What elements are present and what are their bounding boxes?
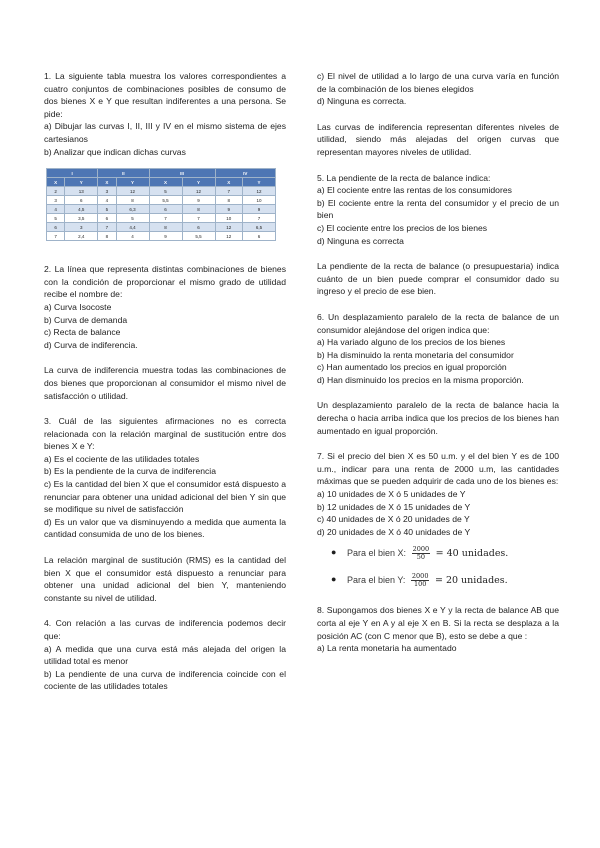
table-group-header: II <box>98 169 149 178</box>
table-cell: 8 <box>98 232 116 241</box>
table-cell: 12 <box>182 187 215 196</box>
question-3-option-b: b) Es la pendiente de la curva de indiferencia <box>44 466 216 477</box>
question-3-prompt: 3. Cuál de las siguientes afirmaciones no es correcta relacionada con la relación marginal de sustitución entre dos bienes X e Y: <box>44 416 286 452</box>
table-cell: 7 <box>47 232 65 241</box>
solution-x-fraction <box>412 546 431 561</box>
solution-y <box>331 573 559 588</box>
solution-x-label: Para el bien X: <box>347 548 407 559</box>
question-8-option-a: a) La renta monetaria ha aumentado <box>317 643 457 654</box>
table-cell: 5,5 <box>182 232 215 241</box>
table-cell: 6 <box>149 205 182 214</box>
question-4-option-d: d) Ninguna es correcta. <box>317 96 407 107</box>
table-cell: 6 <box>65 196 98 205</box>
question-2-option-c: c) Recta de balance <box>44 327 121 338</box>
table-row <box>47 205 276 214</box>
answer-3-text: La relación marginal de sustitución (RMS) es la cantidad del bien X que el consumidor está dispuesto a renunciar para obtener una unidad adicional del bien Y, manteniendo constante su nivel de utilidad. <box>44 555 286 603</box>
question-7-option-a: a) 10 unidades de X ó 5 unidades de Y <box>317 489 466 500</box>
table-cell: 5 <box>149 187 182 196</box>
table-cell: 2,4 <box>65 232 98 241</box>
question-3 <box>44 415 286 541</box>
table-cell: 4,5 <box>65 205 98 214</box>
question-3-option-a: a) Es el cociente de las utilidades totales <box>44 453 200 464</box>
answer-5-text: La pendiente de la recta de balance (o presupuestaria) indica cuánto de un bien puede comprar el consumidor dado su ingreso y el precio de ese bien. <box>317 261 559 297</box>
table-cell: 9 <box>242 205 275 214</box>
table-cell: 5 <box>116 214 149 223</box>
table-cell: 4 <box>98 196 116 205</box>
question-4-prompt: 4. Con relación a las curvas de indiferencia podemos decir que: <box>44 618 286 641</box>
question-4-option-c: c) El nivel de utilidad a lo largo de una curva varía en función de la combinación de los bienes elegidos <box>317 71 559 94</box>
table-cell: 9 <box>149 232 182 241</box>
question-3-option-d: d) Es un valor que va disminuyendo a medida que aumenta la cantidad consumida de uno de los bienes. <box>44 516 286 540</box>
table-cell: 6,3 <box>116 205 149 214</box>
bullet-icon: ● <box>331 574 337 585</box>
table-cell: 10 <box>242 196 275 205</box>
table-cell: 7 <box>182 214 215 223</box>
solution-x-result: = 40 unidades. <box>435 548 509 560</box>
question-5-option-b: b) El cociente entre la renta del consumidor y el precio de un bien <box>317 197 559 221</box>
table-cell: 6 <box>98 214 116 223</box>
table-row <box>47 196 276 205</box>
question-6 <box>317 311 559 387</box>
table-cell: 3,5 <box>65 214 98 223</box>
table-group-header: III <box>149 169 215 178</box>
table-axis-header: Y <box>242 178 275 187</box>
table-axis-header: Y <box>182 178 215 187</box>
table-cell: 9 <box>182 196 215 205</box>
bullet-icon: ● <box>331 547 337 558</box>
table-cell: 8 <box>149 223 182 232</box>
table-cell: 12 <box>215 232 242 241</box>
question-5-option-a: a) El cociente entre las rentas de los consumidores <box>317 185 512 196</box>
table-cell: 4 <box>47 205 65 214</box>
question-6-option-c: c) Han aumentado los precios en igual proporción <box>317 362 507 373</box>
table-cell: 5,5 <box>149 196 182 205</box>
table-cell: 4 <box>116 232 149 241</box>
question-2-option-a: a) Curva Isocoste <box>44 301 112 312</box>
indifference-data-table <box>46 168 276 241</box>
table-cell: 7 <box>215 187 242 196</box>
table-axis-header: Y <box>65 178 98 187</box>
table-group-header: I <box>47 169 98 178</box>
table-cell: 10 <box>215 214 242 223</box>
question-6-option-d: d) Han disminuido los precios en la misma proporción. <box>317 374 524 385</box>
table-axis-header-row <box>47 178 276 187</box>
table-cell: 13 <box>65 187 98 196</box>
table-row <box>47 223 276 232</box>
question-1-task-a: a) Dibujar las curvas I, II, III y IV en el mismo sistema de ejes cartesianos <box>44 121 286 144</box>
table-cell: 6 <box>182 223 215 232</box>
left-column <box>44 70 286 706</box>
table-row <box>47 187 276 196</box>
question-4-continued <box>317 70 559 108</box>
question-2-option-d: d) Curva de indiferencia. <box>44 339 138 350</box>
table-cell: 6 <box>242 232 275 241</box>
solution-y-result: = 20 unidades. <box>434 575 508 587</box>
question-7-option-d: d) 20 unidades de X ó 40 unidades de Y <box>317 526 471 537</box>
table-axis-header: X <box>215 178 242 187</box>
table-cell: 12 <box>116 187 149 196</box>
table-cell: 9 <box>215 205 242 214</box>
question-6-option-a: a) Ha variado alguno de los precios de los bienes <box>317 337 506 348</box>
table-cell: 6,5 <box>242 223 275 232</box>
question-5-option-c: c) El cociente entre los precios de los bienes <box>317 222 488 233</box>
table-axis-header: X <box>98 178 116 187</box>
question-7-prompt: 7. Si el precio del bien X es 50 u.m. y el del bien Y es de 100 u.m., indicar para una renta de 2000 u.m, las cantidades máximas que se pueden adquirir de cada uno de los bienes es: <box>317 451 559 487</box>
fraction-denominator: 100 <box>413 580 427 589</box>
table-cell: 4,4 <box>116 223 149 232</box>
table-cell: 3 <box>47 196 65 205</box>
question-7-solution-list <box>331 546 559 588</box>
question-2-prompt: 2. La línea que representa distintas combinaciones de bienes con la condición de proporcionar el mismo grado de utilidad recibe el nombre de: <box>44 264 286 300</box>
question-2-option-b: b) Curva de demanda <box>44 314 128 325</box>
table-axis-header: X <box>47 178 65 187</box>
table-cell: 8 <box>182 205 215 214</box>
question-7-option-c: c) 40 unidades de X ó 20 unidades de Y <box>317 514 470 525</box>
table-cell: 12 <box>242 187 275 196</box>
question-7 <box>317 450 559 588</box>
table-row <box>47 232 276 241</box>
answer-2-text: La curva de indiferencia muestra todas las combinaciones de dos bienes que proporcionan al consumidor el mismo nivel de satisfacción o utilidad. <box>44 365 286 401</box>
question-6-option-b: b) Ha disminuido la renta monetaria del consumidor <box>317 349 514 360</box>
answer-6 <box>317 399 559 437</box>
table-body <box>47 187 276 241</box>
table-row <box>47 214 276 223</box>
table-cell: 5 <box>47 214 65 223</box>
question-1-task-b: b) Analizar que indican dichas curvas <box>44 146 186 157</box>
question-4 <box>44 617 286 693</box>
table-axis-header: Y <box>116 178 149 187</box>
table-cell: 12 <box>215 223 242 232</box>
question-1 <box>44 70 286 241</box>
table-cell: 8 <box>215 196 242 205</box>
question-8 <box>317 604 559 654</box>
fraction-numerator: 2000 <box>411 572 429 581</box>
solution-y-fraction <box>411 573 430 588</box>
table-cell: 3 <box>65 223 98 232</box>
question-6-prompt: 6. Un desplazamiento paralelo de la recta de balance de un consumidor alejándose del origen indica que: <box>317 311 559 335</box>
answer-4-text: Las curvas de indiferencia representan diferentes niveles de utilidad, siendo más alejadas del origen curvas que representan mayores niveles de utilidad. <box>317 121 559 157</box>
table-cell: 7 <box>149 214 182 223</box>
answer-2 <box>44 364 286 402</box>
question-4-option-a: a) A medida que una curva está más alejada del origen la utilidad total es menor <box>44 643 286 667</box>
table-group-header-row <box>47 169 276 178</box>
solution-x <box>331 546 559 561</box>
solution-y-label: Para el bien Y: <box>347 575 406 586</box>
right-column <box>317 70 559 668</box>
table-cell: 8 <box>116 196 149 205</box>
table-cell: 6 <box>47 223 65 232</box>
answer-3 <box>44 554 286 604</box>
question-3-option-c: c) Es la cantidad del bien X que el consumidor está dispuesto a renunciar para obtener una unidad adicional del bien Y sin que se modifique su nivel de satisfacción <box>44 479 286 515</box>
table-cell: 3 <box>98 187 116 196</box>
table-group-header: IV <box>215 169 275 178</box>
table-cell: 7 <box>98 223 116 232</box>
question-5 <box>317 172 559 248</box>
question-2 <box>44 263 286 351</box>
fraction-denominator: 50 <box>416 553 425 562</box>
table-cell: 2 <box>47 187 65 196</box>
answer-4 <box>317 121 559 159</box>
answer-6-text: Un desplazamiento paralelo de la recta de balance hacia la derecha o hacia arriba indica que los precios de los bienes han aumentado en igual proporción. <box>317 400 559 436</box>
question-5-option-d: d) Ninguna es correcta <box>317 235 404 246</box>
table-cell: 5 <box>98 205 116 214</box>
answer-5 <box>317 260 559 298</box>
question-7-option-b: b) 12 unidades de X ó 15 unidades de Y <box>317 501 471 512</box>
question-1-prompt: 1. La siguiente tabla muestra los valores correspondientes a cuatro conjuntos de combinaciones posibles de consumo de dos bienes X e Y que resultan indiferentes a una persona. Se pide: <box>44 71 286 119</box>
question-4-option-b: b) La pendiente de una curva de indiferencia coincide con el cociente de las utilidades totales <box>44 668 286 692</box>
question-8-prompt: 8. Supongamos dos bienes X e Y y la recta de balance AB que corta al eje Y en A y al eje X en B. Si la recta se desplaza a la posición AC (con C menor que B), esto se debe a que : <box>317 605 559 641</box>
fraction-numerator: 2000 <box>412 545 430 554</box>
question-5-prompt: 5. La pendiente de la recta de balance indica: <box>317 172 491 183</box>
table-axis-header: X <box>149 178 182 187</box>
table-cell: 7 <box>242 214 275 223</box>
